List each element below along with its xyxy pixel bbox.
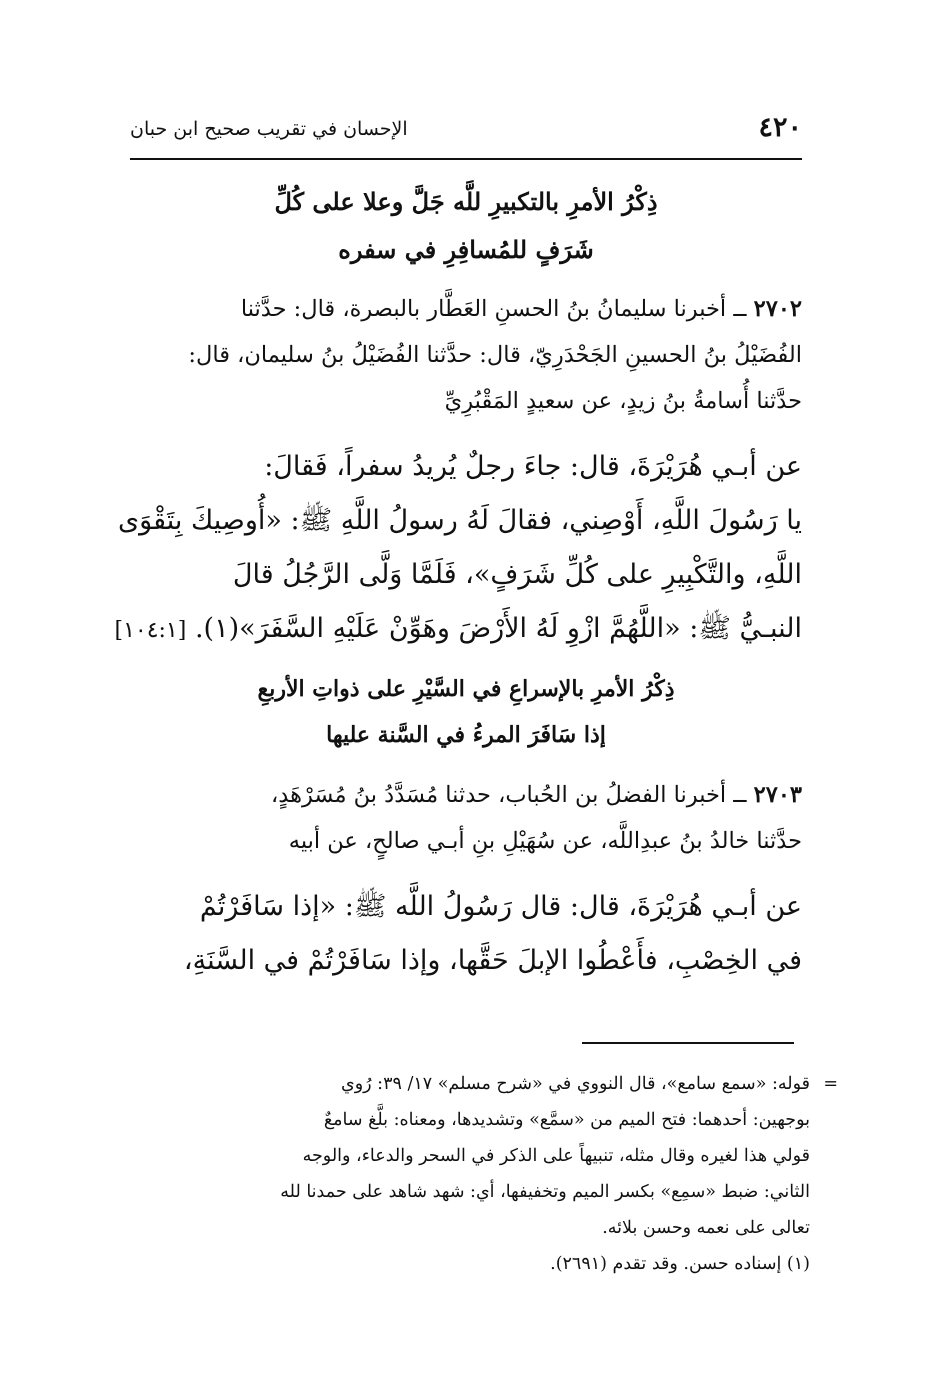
matn-line: اللَّهِ، والتَّكْبِيرِ على كُلِّ شَرَفٍ»، فَلَمَّا وَلَّى الرَّجُلُ قالَ (232, 559, 802, 590)
chapter-heading (130, 178, 802, 274)
footnote-line: تعالى على نعمه وحسن بلائه. (602, 1218, 810, 1238)
page-number: ٤٢٠ (758, 112, 802, 143)
isnad-line (130, 772, 802, 818)
isnad-line: حدَّثنا أُسامةُ بنُ زيدٍ، عن سعيدٍ المَقْبُرِيِّ (444, 388, 802, 414)
hadith-number: ٢٧٠٢ (753, 296, 802, 322)
footnote-line: قولي هذا لغيره وقال مثله، تنبيهاً على الذكر في السحر والدعاء، والوجه (302, 1146, 810, 1166)
footnote-line: الثاني: ضبط «سمِع» بكسر الميم وتخفيفها، أي: شهد شاهد على حمدنا لله (280, 1182, 810, 1202)
hadith-isnad (130, 286, 802, 424)
heading-line: ذِكْرُ الأمرِ بالتكبيرِ للَّه جَلَّ وعلا على كُلِّ (274, 187, 658, 216)
heading-line: شَرَفٍ للمُسافِرِ في سفره (338, 235, 594, 264)
source-reference: [١٠٤:١] (114, 618, 187, 643)
hadith-isnad (130, 772, 802, 864)
footnotes (130, 1066, 838, 1282)
isnad-line (130, 286, 802, 332)
isnad-text: ــ أخبرنا سليمانُ بنُ الحسنِ العَطَّار بالبصرة، قال: حدَّثنا (240, 296, 747, 322)
isnad-line: حدَّثنا خالدُ بنُ عبدِاللَّه، عن سُهَيْلِ بنِ أبـي صالحٍ، عن أبيه (288, 828, 802, 854)
isnad-text: ــ أخبرنا الفضلُ بن الحُباب، حدثنا مُسَدَّدُ بنُ مُسَرْهَدٍ، (271, 782, 747, 808)
matn-line: عن أبـي هُرَيْرَةَ، قال: جاءَ رجلٌ يُريدُ سفراً، فَقالَ: (264, 451, 802, 482)
hadith-matn (114, 440, 802, 658)
header-rule (130, 158, 802, 160)
matn-line: عن أبـي هُرَيْرَةَ، قال: قال رَسُولُ اللَّه ﷺ: «إذا سَافَرْتُمْ (199, 891, 802, 922)
continuation-mark: = (823, 1074, 838, 1094)
footnote-1: (١) إسناده حسن. وقد تقدم (٢٦٩١). (550, 1254, 810, 1274)
running-title: الإحسان في تقريب صحيح ابن حبان (130, 118, 408, 140)
footnote-line: قوله: «سمع سامع»، قال النووي في «شرح مسلم» ١٧/ ٣٩: رُوي (341, 1074, 810, 1094)
isnad-line: الفُضَيْلُ بنُ الحسينِ الجَحْدَرِيّ، قال: حدَّثنا الفُضَيْلُ بنُ سليمان، قال: (188, 342, 802, 368)
footnote-separator (582, 1042, 794, 1044)
chapter-heading (130, 666, 802, 758)
footnote-line: بوجهين: أحدهما: فتح الميم من «سمَّع» وتشديدها، ومعناه: بلَّغ سامعٌ (323, 1110, 810, 1130)
matn-line: يا رَسُولَ اللَّهِ، أَوْصِني، فقالَ لَهُ رسولُ اللَّهِ ﷺ: «أُوصِيكَ بِتَقْوَى (118, 505, 802, 536)
hadith-number: ٢٧٠٣ (753, 782, 802, 808)
matn-line (114, 602, 802, 658)
page-header (130, 112, 802, 154)
hadith-matn (130, 880, 802, 988)
matn-text: النبـيُّ ﷺ: «اللَّهُمَّ ازْوِ لَهُ الأَرْضَ وهَوِّنْ عَلَيْهِ السَّفَرَ»(١). (194, 613, 802, 644)
heading-line: ذِكْرُ الأمرِ بالإسراعِ في السَّيْرِ على ذواتِ الأربعِ (257, 676, 675, 702)
heading-line: إذا سَافَرَ المرءُ في السَّنة عليها (326, 722, 606, 748)
matn-line: في الخِصْبِ، فأَعْطُوا الإبلَ حَقَّها، وإذا سَافَرْتُمْ في السَّنَةِ، (183, 945, 802, 976)
